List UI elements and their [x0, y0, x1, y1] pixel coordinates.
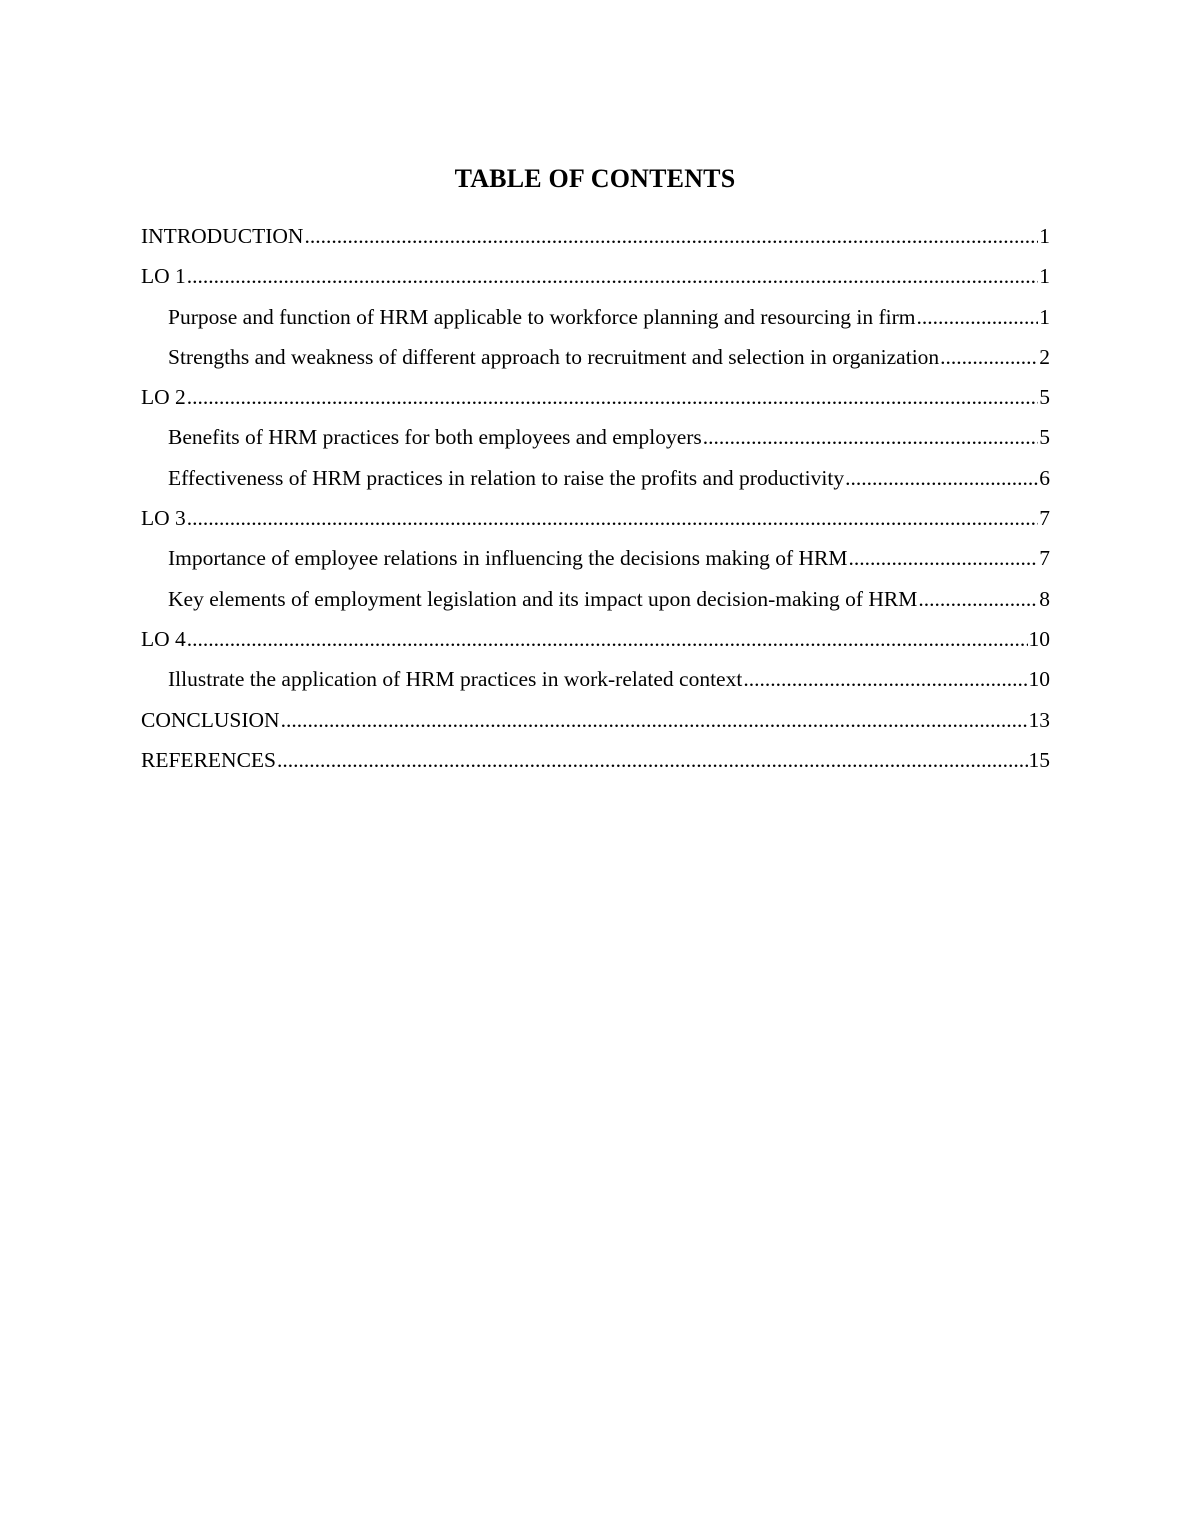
- toc-dot-leader: [848, 540, 1038, 576]
- toc-entry-text: INTRODUCTION: [141, 224, 304, 248]
- toc-page-number: 7: [1039, 506, 1050, 531]
- toc-dot-leader: [917, 299, 1039, 335]
- toc-entry[interactable]: [141, 661, 1050, 701]
- toc-entry[interactable]: [141, 339, 1050, 379]
- toc-entry[interactable]: [141, 500, 1050, 540]
- toc-dot-leader: [743, 661, 1027, 697]
- toc-page-number: 5: [1039, 385, 1050, 410]
- toc-entry-text: CONCLUSION: [141, 707, 280, 732]
- toc-dot-leader: [281, 702, 1028, 738]
- toc-title: TABLE OF CONTENTS: [454, 164, 736, 193]
- toc-page-number: 15: [1028, 747, 1050, 772]
- toc-page-number: 1: [1039, 264, 1050, 289]
- toc-page-number: 10: [1028, 667, 1050, 692]
- toc-entry[interactable]: [141, 419, 1050, 459]
- toc-dot-leader: [187, 258, 1038, 294]
- toc-dot-leader: [703, 419, 1038, 455]
- toc-page-number: 10: [1028, 626, 1050, 651]
- toc-entry-text: Importance of employee relations in influencing the decisions making of HRM: [168, 546, 848, 571]
- toc-entry-text: Purpose and function of HRM applicable to workforce planning and resourcing in firm: [168, 304, 916, 329]
- toc-entry-text: LO 4: [141, 626, 186, 651]
- toc-entry-text: REFERENCES: [141, 747, 276, 772]
- toc-list: [141, 218, 1050, 782]
- toc-entry[interactable]: [141, 460, 1050, 500]
- toc-entry[interactable]: [141, 702, 1050, 742]
- toc-entry-text: Illustrate the application of HRM practices in work-related context: [168, 667, 743, 692]
- toc-entry-text: Strengths and weakness of different approach to recruitment and selection in organization: [168, 344, 940, 369]
- toc-entry[interactable]: [141, 379, 1050, 419]
- toc-entry[interactable]: [141, 621, 1050, 661]
- toc-dot-leader: [845, 460, 1038, 496]
- toc-entry-text: Key elements of employment legislation and its impact upon decision-making of HRM: [168, 586, 918, 611]
- toc-entry[interactable]: [141, 258, 1050, 298]
- toc-entry-text: LO 3: [141, 506, 186, 531]
- toc-entry-text: LO 2: [141, 385, 186, 410]
- toc-page-number: 7: [1039, 546, 1050, 571]
- toc-dot-leader: [187, 500, 1038, 536]
- toc-entry-text: Effectiveness of HRM practices in relation to raise the profits and productivity: [168, 465, 845, 490]
- toc-page-number: 1: [1039, 304, 1050, 329]
- toc-entry[interactable]: [141, 540, 1050, 580]
- toc-entry[interactable]: [141, 581, 1050, 621]
- toc-dot-leader: [304, 218, 1038, 254]
- toc-entry[interactable]: [141, 218, 1050, 258]
- toc-dot-leader: [187, 621, 1028, 657]
- toc-entry-text: LO 1: [141, 264, 186, 289]
- toc-dot-leader: [277, 742, 1028, 778]
- toc-page-number: 8: [1039, 586, 1050, 611]
- toc-page-number: 5: [1039, 425, 1050, 450]
- toc-page-number: 6: [1039, 465, 1050, 490]
- toc-page-number: 2: [1039, 344, 1050, 369]
- toc-page-number: 13: [1028, 707, 1050, 732]
- toc-page-number: 1: [1039, 224, 1050, 248]
- toc-entry[interactable]: [141, 299, 1050, 339]
- toc-dot-leader: [918, 581, 1038, 617]
- toc-entry[interactable]: [141, 742, 1050, 782]
- toc-dot-leader: [187, 379, 1038, 415]
- toc-entry-text: Benefits of HRM practices for both employees and employers: [168, 425, 702, 450]
- toc-dot-leader: [940, 339, 1038, 375]
